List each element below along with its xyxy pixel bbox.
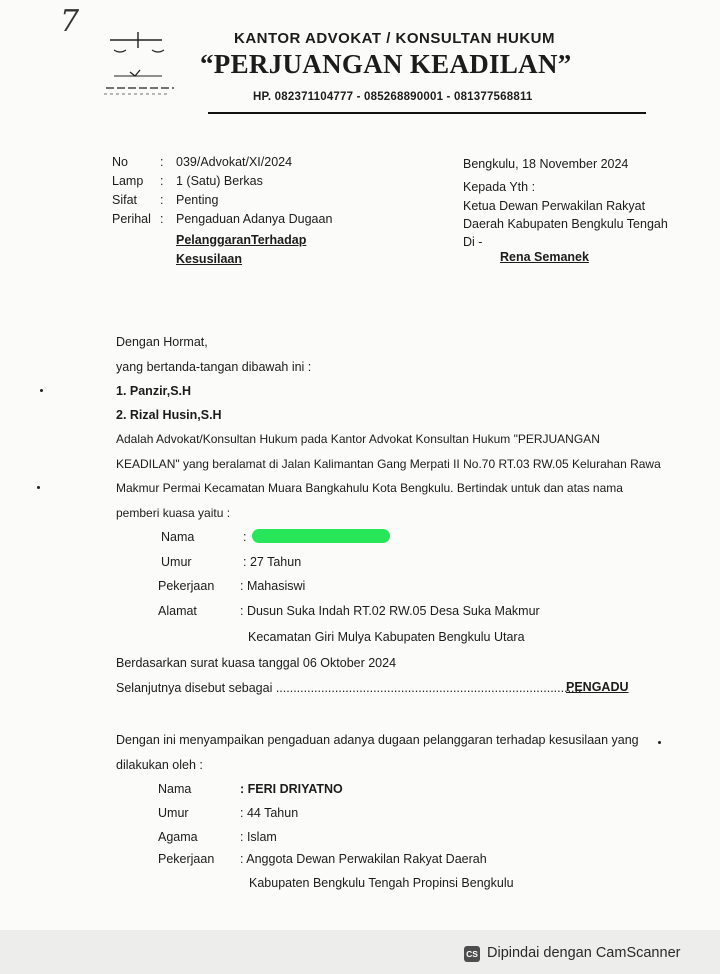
handwritten-mark: 7: [60, 4, 80, 39]
paragraph-line: pemberi kuasa yaitu :: [116, 506, 231, 520]
client-pekerjaan-value: : Mahasiswi: [240, 579, 306, 593]
recipient-line2: Daerah Kabupaten Bengkulu Tengah: [463, 217, 668, 231]
redaction-mark: [252, 529, 390, 543]
client-nama-label: Nama: [161, 530, 195, 544]
meta-no-value: 039/Advokat/XI/2024: [176, 155, 293, 169]
client-pekerjaan-label: Pekerjaan: [158, 579, 215, 593]
accused-agama-label: Agama: [158, 830, 198, 844]
margin-speck: [37, 486, 40, 489]
meta-colon: :: [160, 174, 164, 188]
accused-umur-label: Umur: [158, 806, 189, 820]
scales-of-justice-logo-icon: [100, 28, 180, 100]
client-alamat-line1: : Dusun Suka Indah RT.02 RW.05 Desa Suka Makmur: [240, 604, 540, 618]
margin-speck: [658, 741, 661, 744]
meta-sifat-label: Sifat: [112, 193, 138, 207]
accused-pekerjaan-line1: : Anggota Dewan Perwakilan Rakyat Daerah: [240, 852, 487, 866]
client-umur-label: Umur: [161, 555, 192, 569]
margin-speck: [40, 389, 43, 392]
signer-1: 1. Panzir,S.H: [116, 384, 192, 398]
client-nama-value: :: [243, 530, 247, 544]
recipient-di: Di -: [463, 235, 483, 249]
meta-perihal-line3: Kesusilaan: [176, 252, 243, 266]
meta-colon: :: [160, 212, 164, 226]
recipient-place: Rena Semanek: [500, 250, 589, 264]
meta-lamp-value: 1 (Satu) Berkas: [176, 174, 263, 188]
mandate-line: Berdasarkan surat kuasa tanggal 06 Oktober 2024: [116, 656, 397, 670]
meta-perihal-line2: PelanggaranTerhadap: [176, 233, 307, 247]
recipient-line1: Ketua Dewan Perwakilan Rakyat: [463, 199, 646, 213]
mandate-role: PENGADU: [566, 680, 629, 694]
header-divider: [208, 112, 646, 114]
paragraph-line: KEADILAN" yang beralamat di Jalan Kalimantan Gang Merpati II No.70 RT.03 RW.05 Kelurahan Rawa: [116, 457, 661, 471]
meta-perihal-label: Perihal: [112, 212, 151, 226]
client-alamat-line2: Kecamatan Giri Mulya Kabupaten Bengkulu Utara: [248, 630, 525, 644]
accused-nama-label: Nama: [158, 782, 192, 796]
firm-phones: HP. 082371104777 - 085268890001 - 081377568811: [253, 91, 533, 103]
firm-name: “PERJUANGAN KEADILAN”: [200, 49, 572, 79]
letter-date: Bengkulu, 18 November 2024: [463, 157, 629, 171]
meta-colon: :: [160, 193, 164, 207]
intro-line: yang bertanda-tangan dibawah ini :: [116, 360, 312, 374]
signer-2: 2. Rizal Husin,S.H: [116, 408, 222, 422]
meta-no-label: No: [112, 155, 128, 169]
firm-title: KANTOR ADVOKAT / KONSULTAN HUKUM: [234, 30, 555, 47]
client-alamat-label: Alamat: [158, 604, 197, 618]
paragraph-line: Makmur Permai Kecamatan Muara Bangkahulu Kota Bengkulu. Bertindak untuk dan atas nama: [116, 481, 623, 495]
paragraph-line: Adalah Advokat/Konsultan Hukum pada Kantor Advokat Konsultan Hukum "PERJUANGAN: [116, 432, 600, 446]
accused-pekerjaan-line2: Kabupaten Bengkulu Tengah Propinsi Bengkulu: [249, 876, 514, 890]
meta-perihal-line1: Pengaduan Adanya Dugaan: [176, 212, 333, 226]
camscanner-watermark: Dipindai dengan CamScanner: [487, 945, 681, 961]
accused-nama-value: : FERI DRIYATNO: [240, 782, 343, 796]
complaint-line: Dengan ini menyampaikan pengaduan adanya dugaan pelanggaran terhadap kesusilaan yang: [116, 733, 639, 747]
accused-agama-value: : Islam: [240, 830, 277, 844]
meta-sifat-value: Penting: [176, 193, 219, 207]
recipient-kepada: Kepada Yth :: [463, 180, 536, 194]
camscanner-logo-icon: CS: [464, 946, 480, 962]
accused-umur-value: : 44 Tahun: [240, 806, 299, 820]
mandate-alias: Selanjutnya disebut sebagai ........................................................................................: [116, 681, 582, 695]
greeting: Dengan Hormat,: [116, 335, 208, 349]
accused-pekerjaan-label: Pekerjaan: [158, 852, 215, 866]
client-umur-value: : 27 Tahun: [243, 555, 302, 569]
complaint-line: dilakukan oleh :: [116, 758, 203, 772]
meta-lamp-label: Lamp: [112, 174, 144, 188]
meta-colon: :: [160, 155, 164, 169]
